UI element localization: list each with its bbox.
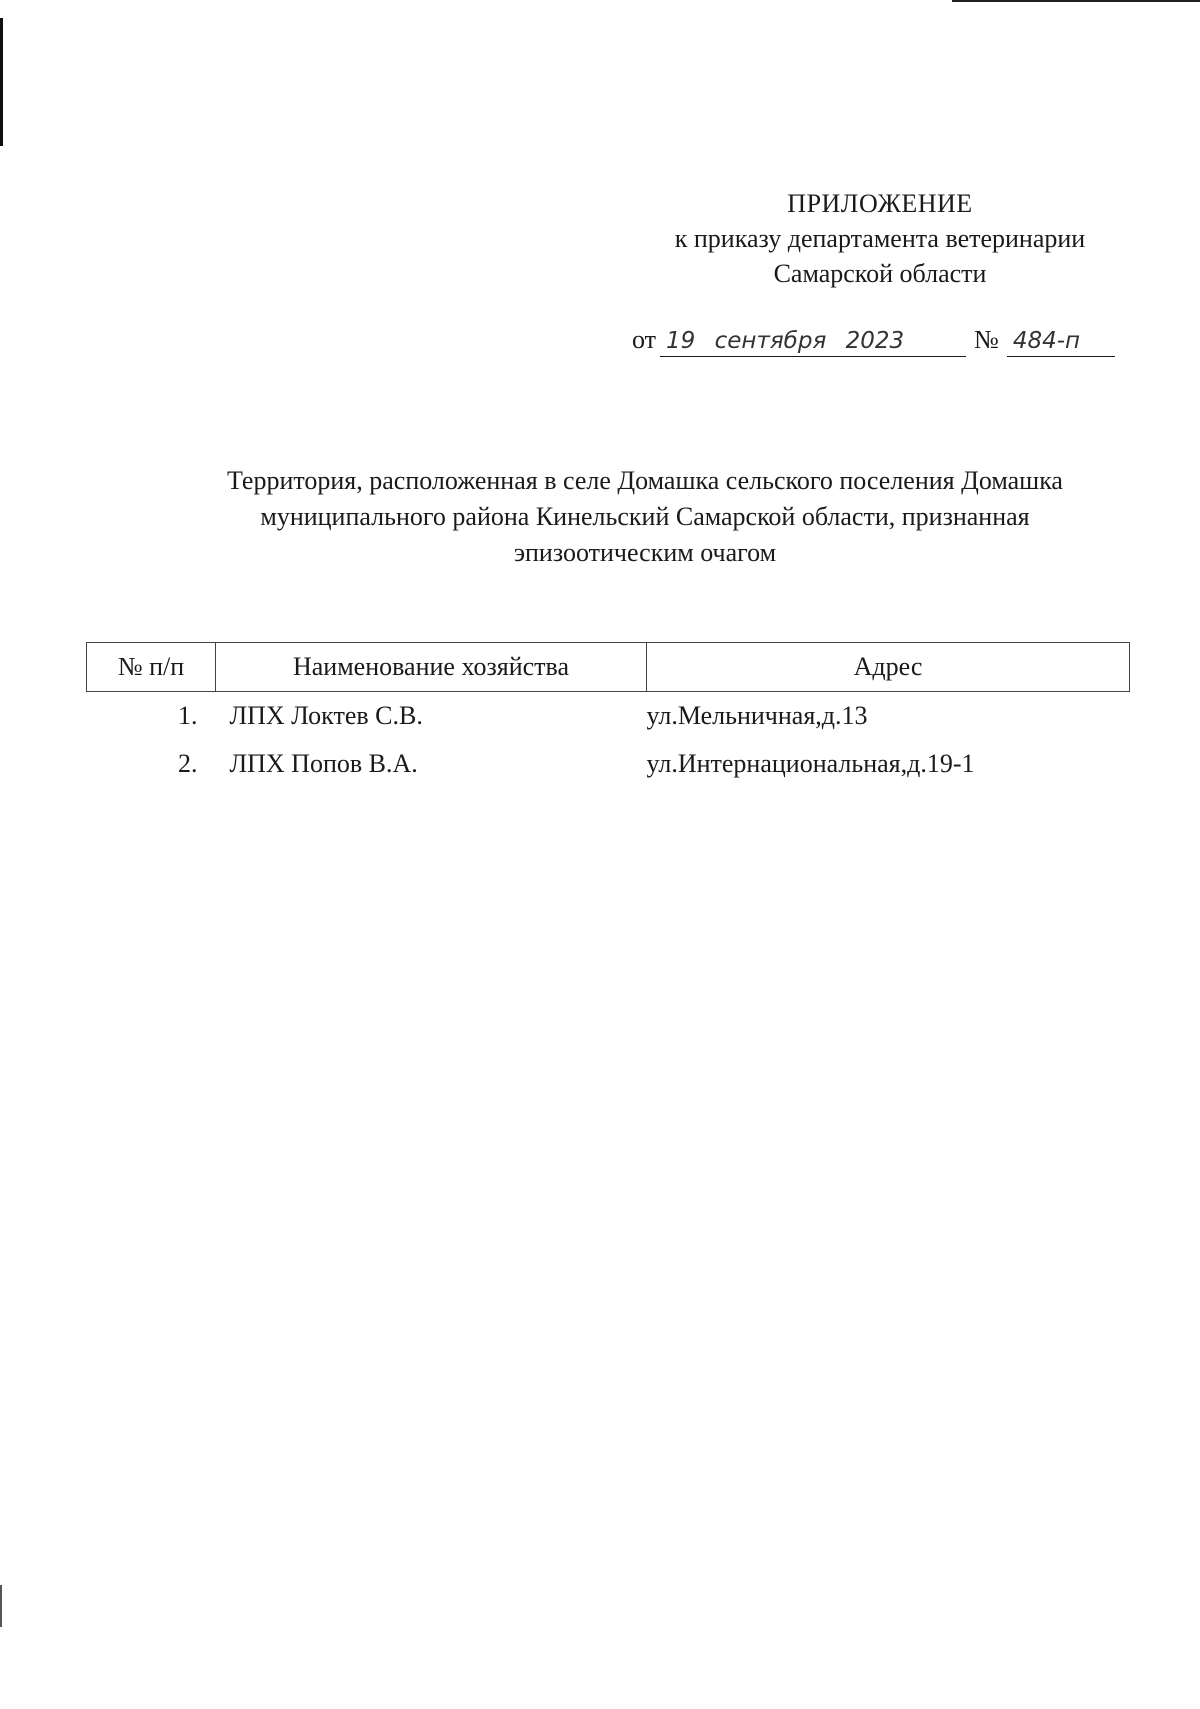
- title-line-3: эпизоотическим очагом: [513, 538, 777, 567]
- appendix-block: [640, 186, 1120, 291]
- row-farm-name: ЛПХ Попов В.А.: [229, 749, 418, 778]
- scan-edge-mark-bottom: [0, 1585, 2, 1627]
- table-row: [87, 740, 1130, 788]
- appendix-line-1: к приказу департамента ветеринарии: [674, 224, 1086, 253]
- scan-edge-mark-top: [0, 18, 3, 146]
- header-farm-name: Наименование хозяйства: [216, 643, 647, 692]
- order-date-handwritten: 19 сентября 2023: [660, 326, 966, 357]
- appendix-heading: ПРИЛОЖЕНИЕ: [787, 189, 973, 218]
- title-line-2: муниципального района Кинельский Самарской области, признанная: [260, 502, 1030, 531]
- title-line-1: Территория, расположенная в селе Домашка сельского поселения Домашка: [227, 466, 1063, 495]
- row-farm-name: ЛПХ Локтев С.В.: [229, 701, 423, 730]
- table-header-row: [87, 643, 1130, 692]
- order-from-label: от: [632, 325, 657, 354]
- farms-table: [86, 642, 1130, 788]
- row-address: ул.Мельничная,д.13: [646, 701, 868, 730]
- document-title: [150, 463, 1140, 571]
- appendix-line-2: Самарской области: [773, 259, 987, 288]
- table-row: [87, 692, 1130, 741]
- order-reference: [632, 325, 1115, 357]
- order-number-sign: №: [974, 325, 999, 354]
- row-number: 1.: [178, 701, 198, 730]
- order-number-handwritten: 484-п: [1007, 326, 1115, 357]
- header-number: № п/п: [87, 643, 216, 692]
- row-number: 2.: [178, 749, 198, 778]
- header-address: Адрес: [647, 643, 1130, 692]
- scan-edge-mark-top-right: [952, 0, 1200, 2]
- row-address: ул.Интернациональная,д.19-1: [646, 749, 975, 778]
